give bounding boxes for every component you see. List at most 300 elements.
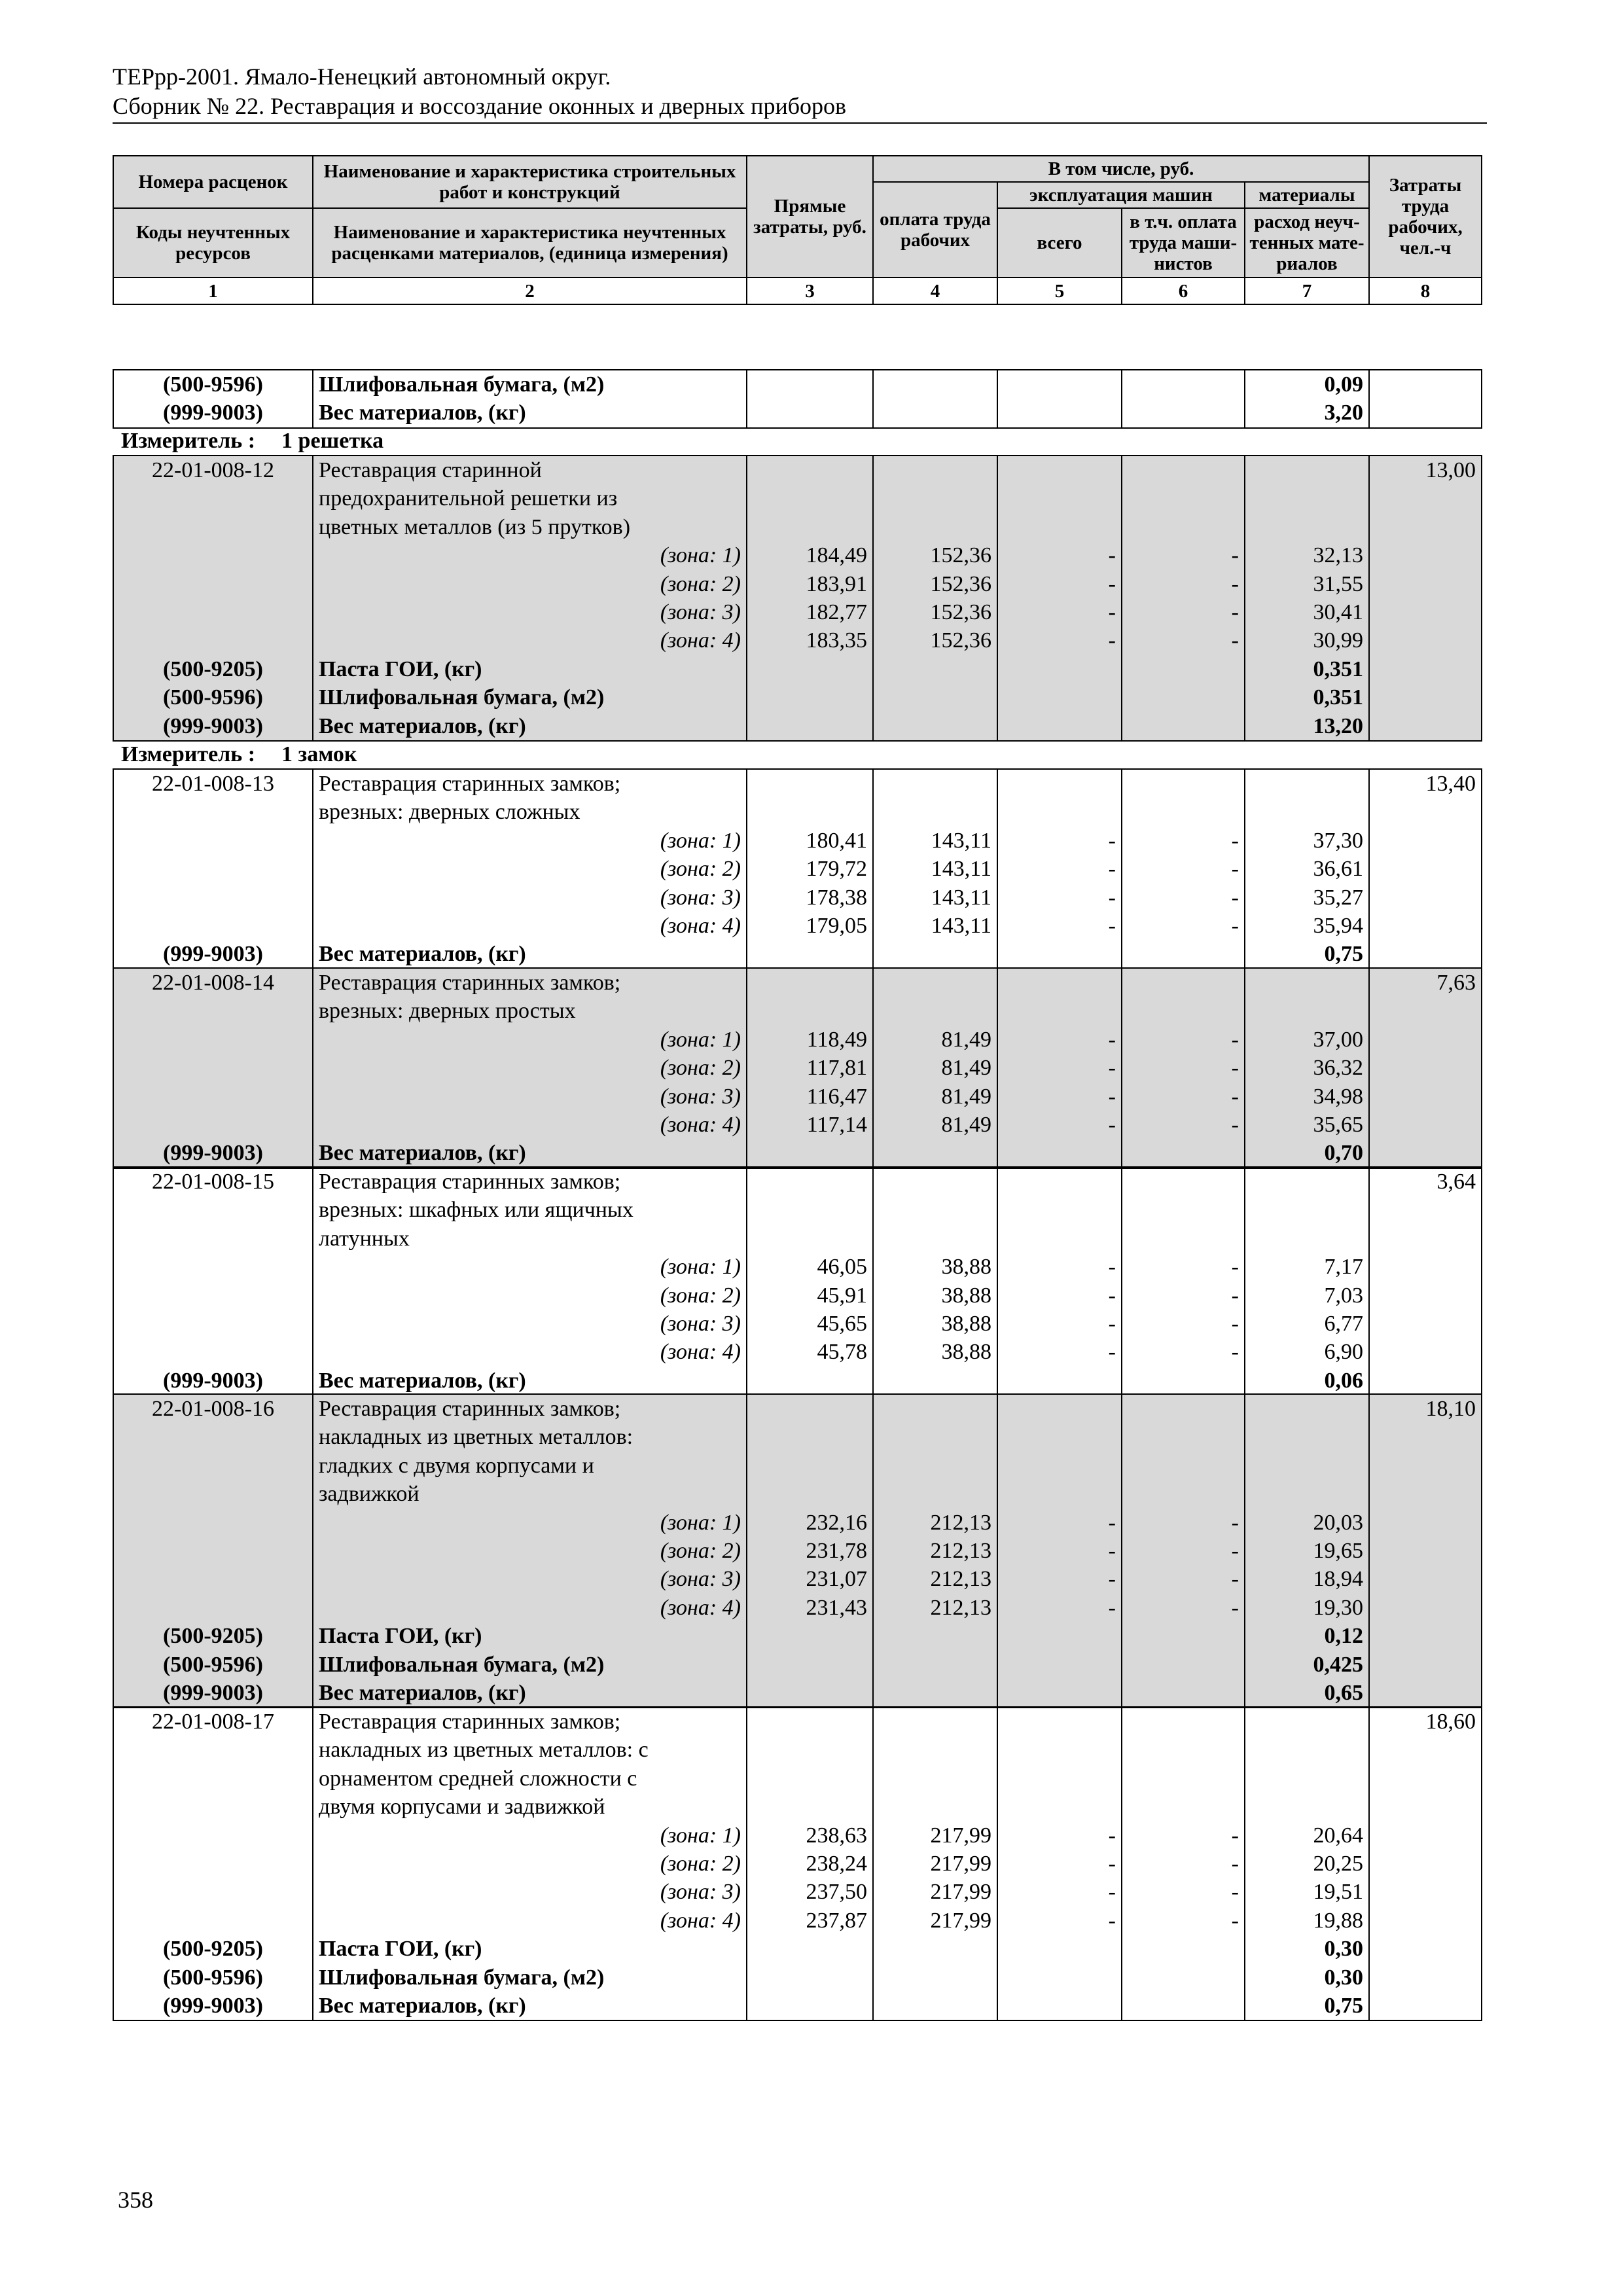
- resource-row: [113, 1964, 1482, 1992]
- zone-row: [113, 1509, 1482, 1537]
- materials-cell: 0,06: [1245, 1367, 1369, 1395]
- direct-cost-cell: [747, 1707, 873, 1736]
- labor-cell: [1369, 1622, 1482, 1650]
- materials-cell: 0,30: [1245, 1964, 1369, 1992]
- labor-cell: [1369, 399, 1482, 427]
- machines-cell: [997, 1651, 1122, 1679]
- machinist-pay-cell: -: [1122, 827, 1245, 855]
- name-cell: (зона: 2): [313, 1537, 747, 1565]
- materials-cell: 35,27: [1245, 884, 1369, 912]
- direct-cost-cell: [747, 1367, 873, 1395]
- code-cell: [113, 484, 313, 512]
- machinist-pay-cell: -: [1122, 912, 1245, 940]
- direct-cost-cell: 45,78: [747, 1338, 873, 1366]
- name-cell: цветных металлов (из 5 прутков): [313, 513, 747, 541]
- machines-cell: [997, 655, 1122, 683]
- header-line-1: ТЕРрр-2001. Ямало-Ненецкий автономный округ.: [113, 63, 611, 90]
- zone-row: [113, 1310, 1482, 1338]
- labor-cell: [1369, 1111, 1482, 1139]
- machines-cell: [997, 712, 1122, 741]
- machinist-pay-cell: [1122, 370, 1245, 399]
- labor-cell: [1369, 1367, 1482, 1395]
- direct-cost-cell: 231,78: [747, 1537, 873, 1565]
- code-cell: [113, 1793, 313, 1821]
- code-cell: (999-9003): [163, 401, 263, 425]
- direct-cost-cell: 183,91: [747, 570, 873, 598]
- machinist-pay-cell: [1122, 1765, 1245, 1793]
- zone-row: [113, 570, 1482, 598]
- code-cell: [113, 1736, 313, 1764]
- materials-cell: 37,30: [1245, 827, 1369, 855]
- col-number: 1: [113, 278, 313, 304]
- materials-cell: 0,351: [1245, 683, 1369, 711]
- direct-cost-cell: [747, 1964, 873, 1992]
- materials-cell: [1245, 484, 1369, 512]
- machines-cell: [997, 997, 1122, 1025]
- direct-cost-cell: [747, 456, 873, 484]
- zone-row: [113, 884, 1482, 912]
- col-number: 5: [997, 278, 1122, 304]
- direct-cost-cell: [747, 940, 873, 969]
- header-material-name: Наименование и характеристика неучтенных расценками материалов, (единица измерения): [313, 208, 747, 278]
- header-materials: материалы: [1245, 182, 1369, 208]
- labor-cell: [1369, 1964, 1482, 1992]
- code-cell: [113, 855, 313, 883]
- code-cell: (500-9205): [113, 655, 313, 683]
- code-cell: (999-9003): [113, 712, 313, 741]
- labor-cell: [1369, 1452, 1482, 1480]
- resource-row: [113, 1622, 1482, 1650]
- machinist-pay-cell: -: [1122, 598, 1245, 626]
- direct-cost-cell: 238,24: [747, 1850, 873, 1878]
- direct-cost-cell: [747, 1167, 873, 1196]
- header-line-2: Сборник № 22. Реставрация и воссоздание оконных и дверных приборов: [113, 92, 1487, 124]
- code-cell: (500-9596): [113, 1651, 313, 1679]
- direct-cost-cell: [747, 712, 873, 741]
- worker-pay-cell: [873, 1765, 997, 1793]
- rate-title-row: [113, 1452, 1482, 1480]
- name-cell: (зона: 1): [313, 541, 747, 569]
- materials-cell: [1245, 1167, 1369, 1196]
- machinist-pay-cell: [1122, 1992, 1245, 2020]
- direct-cost-cell: 238,63: [747, 1821, 873, 1850]
- direct-cost-cell: 45,65: [747, 1310, 873, 1338]
- code-cell: [113, 1850, 313, 1878]
- resource-row: [113, 1679, 1482, 1708]
- materials-cell: 7,17: [1245, 1253, 1369, 1281]
- machinist-pay-cell: [1122, 1225, 1245, 1253]
- direct-cost-cell: 237,50: [747, 1878, 873, 1906]
- machinist-pay-cell: -: [1122, 1565, 1245, 1593]
- machines-cell: [997, 399, 1122, 427]
- worker-pay-cell: [873, 1452, 997, 1480]
- machinist-pay-cell: [1122, 798, 1245, 826]
- worker-pay-cell: 143,11: [873, 912, 997, 940]
- name-cell: (зона: 1): [313, 1821, 747, 1850]
- direct-cost-cell: [747, 1679, 873, 1708]
- labor-cell: [1369, 1992, 1482, 2020]
- machinist-pay-cell: [1122, 683, 1245, 711]
- code-cell: (500-9205): [113, 1622, 313, 1650]
- materials-cell: [1245, 1480, 1369, 1508]
- rate-block: [113, 768, 1482, 970]
- materials-cell: 0,75: [1245, 940, 1369, 969]
- materials-cell: 30,41: [1245, 598, 1369, 626]
- machinist-pay-cell: -: [1122, 1111, 1245, 1139]
- worker-pay-cell: [873, 997, 997, 1025]
- labor-cell: [1369, 798, 1482, 826]
- direct-cost-cell: 184,49: [747, 541, 873, 569]
- machinist-pay-cell: [1122, 1167, 1245, 1196]
- name-cell: (зона: 2): [313, 1850, 747, 1878]
- machinist-pay-cell: -: [1122, 1537, 1245, 1565]
- worker-pay-cell: [873, 940, 997, 969]
- measure-label-text: Измеритель :: [121, 429, 256, 453]
- name-cell: (зона: 1): [313, 827, 747, 855]
- code-cell: 22-01-008-17: [152, 1710, 274, 1734]
- labor-cell: 7,63: [1369, 968, 1482, 997]
- direct-cost-cell: [747, 997, 873, 1025]
- machinist-pay-cell: -: [1122, 626, 1245, 655]
- labor-cell: [1369, 683, 1482, 711]
- labor-cell: [1369, 912, 1482, 940]
- resource-row: [113, 399, 1482, 427]
- materials-cell: 13,20: [1245, 712, 1369, 741]
- name-cell: (зона: 4): [313, 1338, 747, 1366]
- labor-cell: [1369, 1423, 1482, 1451]
- direct-cost-cell: [747, 1452, 873, 1480]
- worker-pay-cell: 212,13: [873, 1594, 997, 1622]
- machines-cell: -: [997, 626, 1122, 655]
- measure-label: [121, 740, 357, 768]
- name-cell: Реставрация старинных замков;: [313, 1394, 747, 1423]
- machines-cell: -: [997, 912, 1122, 940]
- materials-cell: 0,351: [1245, 655, 1369, 683]
- direct-cost-cell: [747, 1480, 873, 1508]
- header-rate-numbers: Номера расценок: [113, 156, 313, 208]
- labor-cell: [1369, 1537, 1482, 1565]
- labor-cell: [1369, 1083, 1482, 1111]
- machines-cell: -: [997, 1338, 1122, 1366]
- worker-pay-cell: [873, 769, 997, 798]
- materials-cell: 6,77: [1245, 1310, 1369, 1338]
- machines-cell: [997, 1736, 1122, 1764]
- name-cell: гладких с двумя корпусами и: [313, 1452, 747, 1480]
- labor-cell: [1369, 1282, 1482, 1310]
- labor-cell: [1369, 1765, 1482, 1793]
- materials-cell: [1245, 968, 1369, 997]
- machinist-pay-cell: [1122, 399, 1245, 427]
- code-cell: [113, 1480, 313, 1508]
- machines-cell: [997, 1394, 1122, 1423]
- materials-cell: [1245, 1196, 1369, 1224]
- materials-cell: 0,09: [1245, 370, 1369, 399]
- zone-row: [113, 1054, 1482, 1082]
- zone-row: [113, 1907, 1482, 1935]
- machines-cell: -: [997, 884, 1122, 912]
- code-cell: [113, 541, 313, 569]
- col-number: 7: [1245, 278, 1369, 304]
- code-cell: [113, 1423, 313, 1451]
- name-cell: задвижкой: [313, 1480, 747, 1508]
- machines-cell: [997, 940, 1122, 969]
- machinist-pay-cell: -: [1122, 1821, 1245, 1850]
- machinist-pay-cell: [1122, 456, 1245, 484]
- code-cell: [113, 1054, 313, 1082]
- rate-title-row: [113, 1167, 1482, 1196]
- machinist-pay-cell: [1122, 1793, 1245, 1821]
- worker-pay-cell: 81,49: [873, 1111, 997, 1139]
- labor-cell: [1369, 884, 1482, 912]
- rate-title-row: [113, 1707, 1482, 1736]
- machines-cell: -: [997, 855, 1122, 883]
- worker-pay-cell: 217,99: [873, 1850, 997, 1878]
- code-cell: (999-9003): [163, 1368, 263, 1393]
- resource-row: [113, 1992, 1482, 2020]
- code-cell: [113, 1196, 313, 1224]
- name-cell: Вес материалов, (кг): [313, 399, 747, 427]
- machinist-pay-cell: [1122, 1651, 1245, 1679]
- labor-cell: [1369, 855, 1482, 883]
- materials-cell: 7,03: [1245, 1282, 1369, 1310]
- direct-cost-cell: [747, 1992, 873, 2020]
- machines-cell: -: [997, 1253, 1122, 1281]
- labor-cell: [1369, 1253, 1482, 1281]
- worker-pay-cell: [873, 1139, 997, 1168]
- name-cell: Вес материалов, (кг): [313, 712, 747, 741]
- name-cell: Паста ГОИ, (кг): [313, 1935, 747, 1963]
- labor-cell: [1369, 827, 1482, 855]
- machines-cell: -: [997, 570, 1122, 598]
- machines-cell: [997, 798, 1122, 826]
- name-cell: (зона: 2): [313, 570, 747, 598]
- rate-title-row: [113, 1423, 1482, 1451]
- name-cell: накладных из цветных металлов: с: [313, 1736, 747, 1764]
- materials-cell: 37,00: [1245, 1026, 1369, 1054]
- direct-cost-cell: [747, 1225, 873, 1253]
- name-cell: накладных из цветных металлов:: [313, 1423, 747, 1451]
- labor-cell: [1369, 712, 1482, 741]
- code-cell: [113, 570, 313, 598]
- code-cell: [113, 513, 313, 541]
- name-cell: (зона: 3): [313, 598, 747, 626]
- machinist-pay-cell: -: [1122, 570, 1245, 598]
- zone-row: [113, 626, 1482, 655]
- machinist-pay-cell: [1122, 1964, 1245, 1992]
- labor-cell: [1369, 1878, 1482, 1906]
- header-direct-costs: Прямые затраты, руб.: [747, 156, 873, 278]
- rate-block: [113, 369, 1482, 429]
- labor-cell: [1369, 1139, 1482, 1168]
- code-cell: (500-9596): [113, 683, 313, 711]
- direct-cost-cell: [747, 399, 873, 427]
- labor-cell: [1369, 1821, 1482, 1850]
- labor-cell: [1369, 484, 1482, 512]
- header-resource-codes: Коды неучтенных ресурсов: [113, 208, 313, 278]
- machinist-pay-cell: -: [1122, 1907, 1245, 1935]
- worker-pay-cell: [873, 1167, 997, 1196]
- code-cell: [113, 1083, 313, 1111]
- machinist-pay-cell: [1122, 1480, 1245, 1508]
- machines-cell: -: [997, 1282, 1122, 1310]
- direct-cost-cell: 231,07: [747, 1565, 873, 1593]
- labor-cell: [1369, 1594, 1482, 1622]
- machines-cell: -: [997, 1537, 1122, 1565]
- materials-cell: [1245, 1452, 1369, 1480]
- resource-row: [113, 1651, 1482, 1679]
- zone-row: [113, 1282, 1482, 1310]
- materials-cell: 0,65: [1245, 1679, 1369, 1708]
- header-work-name: Наименование и характеристика строительных работ и конструкций: [313, 156, 747, 208]
- worker-pay-cell: 152,36: [873, 570, 997, 598]
- zone-row: [113, 1537, 1482, 1565]
- materials-cell: 32,13: [1245, 541, 1369, 569]
- materials-cell: 0,12: [1245, 1622, 1369, 1650]
- machines-cell: -: [997, 1054, 1122, 1082]
- col-number: 2: [313, 278, 747, 304]
- code-cell: [113, 1907, 313, 1935]
- code-cell: (500-9596): [163, 1965, 263, 1990]
- materials-cell: 19,88: [1245, 1907, 1369, 1935]
- materials-cell: [1245, 1793, 1369, 1821]
- labor-cell: [1369, 1054, 1482, 1082]
- code-cell: [113, 626, 313, 655]
- direct-cost-cell: [747, 484, 873, 512]
- materials-cell: 36,61: [1245, 855, 1369, 883]
- machinist-pay-cell: -: [1122, 1509, 1245, 1537]
- code-cell: [113, 1225, 313, 1253]
- name-cell: (зона: 2): [313, 855, 747, 883]
- name-cell: врезных: дверных простых: [313, 997, 747, 1025]
- code-cell: [113, 1338, 313, 1366]
- machinist-pay-cell: -: [1122, 1850, 1245, 1878]
- worker-pay-cell: [873, 683, 997, 711]
- labor-cell: 13,00: [1369, 456, 1482, 484]
- name-cell: Шлифовальная бумага, (м2): [313, 1651, 747, 1679]
- worker-pay-cell: [873, 1367, 997, 1395]
- machines-cell: -: [997, 598, 1122, 626]
- rate-title-row: [113, 1736, 1482, 1764]
- labor-cell: [1369, 1480, 1482, 1508]
- name-cell: (зона: 1): [313, 1253, 747, 1281]
- measure-label-text: Измеритель :: [121, 742, 256, 766]
- machinist-pay-cell: -: [1122, 1878, 1245, 1906]
- worker-pay-cell: 81,49: [873, 1026, 997, 1054]
- worker-pay-cell: [873, 1992, 997, 2020]
- materials-cell: 18,94: [1245, 1565, 1369, 1593]
- rate-block: [113, 1393, 1482, 1708]
- rate-title-row: [113, 1225, 1482, 1253]
- labor-cell: [1369, 370, 1482, 399]
- machines-cell: -: [997, 1907, 1122, 1935]
- direct-cost-cell: 232,16: [747, 1509, 873, 1537]
- measure-unit: 1 решетка: [281, 429, 384, 453]
- materials-cell: 35,65: [1245, 1111, 1369, 1139]
- zone-row: [113, 598, 1482, 626]
- worker-pay-cell: [873, 1651, 997, 1679]
- zone-row: [113, 1565, 1482, 1593]
- materials-cell: 35,94: [1245, 912, 1369, 940]
- materials-cell: 36,32: [1245, 1054, 1369, 1082]
- name-cell: (зона: 1): [313, 1026, 747, 1054]
- machinist-pay-cell: -: [1122, 1310, 1245, 1338]
- rate-block: [113, 967, 1482, 1169]
- zone-row: [113, 827, 1482, 855]
- name-cell: (зона: 3): [313, 1083, 747, 1111]
- resource-row: [113, 370, 1482, 399]
- labor-cell: [1369, 1736, 1482, 1764]
- code-cell: [113, 598, 313, 626]
- code-cell: [113, 1565, 313, 1593]
- code-cell: [113, 1537, 313, 1565]
- machinist-pay-cell: [1122, 1736, 1245, 1764]
- code-cell: [113, 1821, 313, 1850]
- code-cell: [113, 912, 313, 940]
- rate-title-row: [113, 968, 1482, 997]
- name-cell: Шлифовальная бумага, (м2): [313, 1964, 747, 1992]
- name-cell: Реставрация старинных замков;: [313, 1167, 747, 1196]
- machines-cell: [997, 1480, 1122, 1508]
- machines-cell: [997, 1793, 1122, 1821]
- resource-row: [113, 1139, 1482, 1168]
- header-material-usage: расход неуч-тенных мате-риалов: [1245, 208, 1369, 278]
- name-cell: (зона: 1): [313, 1509, 747, 1537]
- machinist-pay-cell: -: [1122, 541, 1245, 569]
- direct-cost-cell: 179,05: [747, 912, 873, 940]
- materials-cell: 0,70: [1245, 1139, 1369, 1168]
- machinist-pay-cell: -: [1122, 1253, 1245, 1281]
- direct-cost-cell: 117,81: [747, 1054, 873, 1082]
- worker-pay-cell: [873, 1793, 997, 1821]
- labor-cell: [1369, 1509, 1482, 1537]
- rate-title-row: [113, 1196, 1482, 1224]
- rate-title-row: [113, 484, 1482, 512]
- worker-pay-cell: [873, 1225, 997, 1253]
- code-cell: [113, 798, 313, 826]
- direct-cost-cell: 46,05: [747, 1253, 873, 1281]
- col-number: 3: [747, 278, 873, 304]
- name-cell: (зона: 4): [313, 626, 747, 655]
- zone-row: [113, 1338, 1482, 1366]
- machinist-pay-cell: -: [1122, 884, 1245, 912]
- worker-pay-cell: 81,49: [873, 1083, 997, 1111]
- labor-cell: [1369, 626, 1482, 655]
- name-cell: Реставрация старинной: [313, 456, 747, 484]
- labor-cell: [1369, 1935, 1482, 1963]
- zone-row: [113, 1026, 1482, 1054]
- machines-cell: [997, 1367, 1122, 1395]
- worker-pay-cell: [873, 1480, 997, 1508]
- name-cell: Вес материалов, (кг): [313, 1679, 747, 1708]
- direct-cost-cell: [747, 370, 873, 399]
- worker-pay-cell: 217,99: [873, 1878, 997, 1906]
- worker-pay-cell: [873, 513, 997, 541]
- code-cell: [113, 1253, 313, 1281]
- materials-cell: 19,30: [1245, 1594, 1369, 1622]
- worker-pay-cell: [873, 712, 997, 741]
- materials-cell: 6,90: [1245, 1338, 1369, 1366]
- name-cell: Реставрация старинных замков;: [313, 769, 747, 798]
- materials-cell: 30,99: [1245, 626, 1369, 655]
- machines-cell: -: [997, 827, 1122, 855]
- rate-block: [113, 455, 1482, 742]
- machines-cell: [997, 1452, 1122, 1480]
- labor-cell: [1369, 1338, 1482, 1366]
- direct-cost-cell: [747, 1394, 873, 1423]
- code-cell: [113, 997, 313, 1025]
- zone-row: [113, 1111, 1482, 1139]
- materials-cell: [1245, 1423, 1369, 1451]
